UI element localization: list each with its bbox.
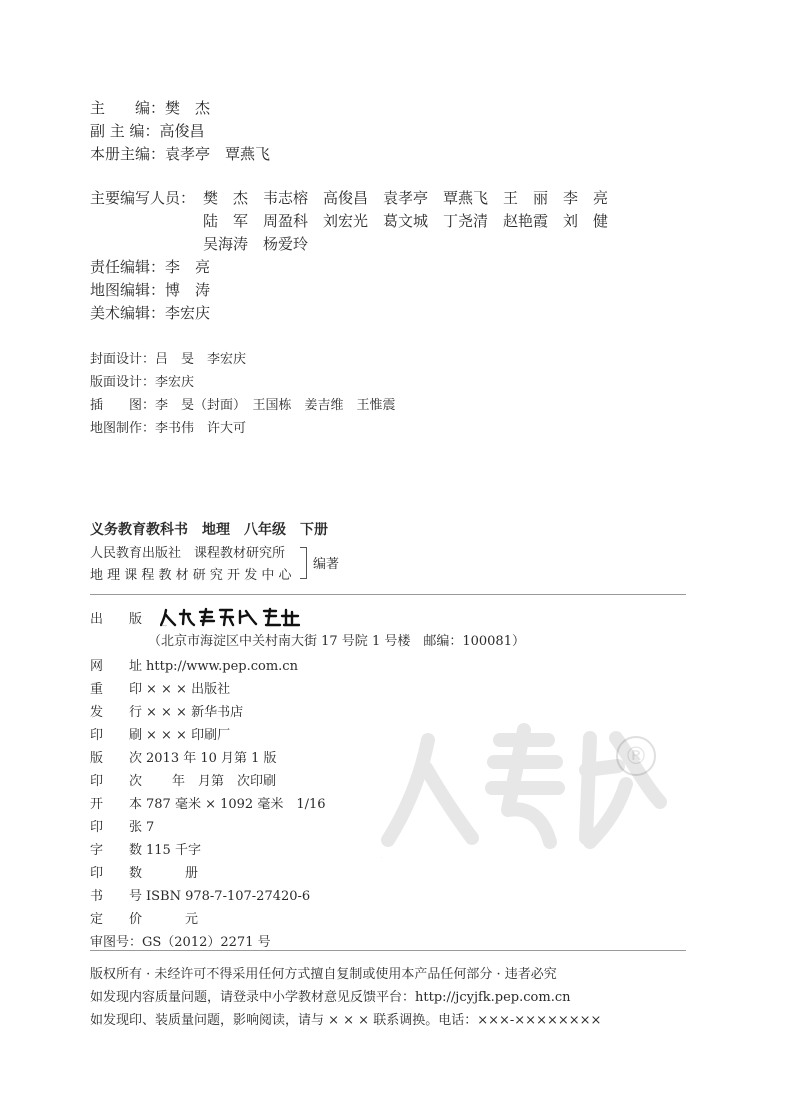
info-row [90, 724, 230, 743]
info-value: 年 月第 次印刷 [146, 774, 277, 789]
staff-label: 责任编辑： [90, 258, 166, 276]
info-value: 115 千字 [146, 843, 201, 858]
divider-bottom [90, 950, 686, 951]
publisher-watermark [380, 710, 670, 860]
writers-line-1: 樊 杰 韦志榕 高俊昌 袁孝亭 覃燕飞 王 丽 李 亮 [203, 189, 609, 207]
info-row [90, 701, 243, 720]
info-row [90, 839, 201, 858]
info-value: 元 [146, 912, 199, 927]
watermark-text: 人教版 [380, 858, 383, 859]
author-org-1: 人民教育出版社 课程教材研究所 [90, 546, 286, 561]
design-value: 李书伟 许大可 [155, 421, 247, 436]
info-label: 印 次 [90, 774, 143, 789]
content-feedback-notice: 如发现内容质量问题，请登录中小学教材意见反馈平台：http://jcyjfk.pep.com.cn [90, 990, 571, 1005]
publisher-logo-text: 人民教育出版社 [160, 626, 167, 627]
info-label: 书 号 [90, 889, 143, 904]
map-making-row [90, 417, 246, 436]
chief-editor-row [90, 97, 210, 118]
map-editor-row [90, 279, 210, 300]
design-label: 插 图： [90, 398, 156, 413]
authorship-label: 编著 [313, 557, 340, 572]
design-label: 封面设计： [90, 352, 156, 367]
info-row [90, 885, 310, 904]
volume-editor-row [90, 143, 270, 164]
staff-value: 李宏庆 [165, 304, 211, 322]
info-value: × × × 新华书店 [146, 705, 244, 720]
chief-editor-label: 主 编： [90, 99, 166, 117]
info-row [90, 816, 154, 835]
staff-value: 李 亮 [165, 258, 211, 276]
responsible-editor-row [90, 256, 210, 277]
print-quality-notice: 如发现印、装质量问题，影响阅读，请与 × × × 联系调换。电话：×××-×××××××× [90, 1013, 602, 1028]
writers-line-2: 陆 军 周盈科 刘宏光 葛文城 丁尧清 赵艳霞 刘 健 [203, 212, 609, 230]
info-label: 开 本 [90, 797, 143, 812]
book-title: 义务教育教科书 地理 八年级 下册 [90, 522, 328, 538]
art-editor-row [90, 302, 210, 323]
info-label: 印 张 [90, 820, 143, 835]
publisher-address: （北京市海淀区中关村南大街 17 号院 1 号楼 邮编：100081） [148, 634, 525, 649]
staff-value: 博 涛 [165, 281, 211, 299]
design-value: 李 旻（封面） 王国栋 姜吉维 王惟震 [155, 398, 396, 413]
info-value: http://www.pep.com.cn [146, 659, 298, 674]
volume-editor-value: 袁孝亭 覃燕飞 [165, 145, 271, 163]
publisher-label: 出 版 [90, 612, 143, 627]
registered-mark-icon: ® [616, 736, 656, 776]
map-approval-number: 审图号：GS（2012）2271 号 [90, 935, 271, 950]
info-value: × × × 印刷厂 [146, 728, 231, 743]
chief-editor-value: 樊 杰 [165, 99, 211, 117]
info-row [90, 793, 326, 812]
writers-line-3: 吴海涛 杨爱玲 [203, 235, 309, 253]
info-label: 版 次 [90, 751, 143, 766]
info-label: 重 印 [90, 682, 143, 697]
info-row [90, 770, 276, 789]
info-label: 网 址 [90, 659, 143, 674]
layout-design-row [90, 371, 194, 390]
writers-label: 主要编写人员： [90, 189, 196, 207]
info-label: 定 价 [90, 912, 143, 927]
info-value: 2013 年 10 月第 1 版 [146, 751, 277, 766]
info-row [90, 747, 277, 766]
staff-label: 美术编辑： [90, 304, 166, 322]
design-value: 吕 旻 李宏庆 [155, 352, 247, 367]
deputy-editor-row [90, 120, 205, 141]
author-org-2: 地 理 课 程 教 材 研 究 开 发 中 心 [90, 568, 292, 583]
design-label: 地图制作： [90, 421, 156, 436]
info-row [90, 655, 298, 674]
authors-bracket [300, 547, 307, 579]
deputy-editor-label: 副 主 编： [90, 122, 160, 140]
info-label: 印 数 [90, 866, 143, 881]
info-value: 册 [146, 866, 199, 881]
divider-top [90, 594, 686, 595]
design-label: 版面设计： [90, 375, 156, 390]
info-label: 印 刷 [90, 728, 143, 743]
publisher-logo-icon [160, 607, 300, 627]
info-value: 787 毫米 × 1092 毫米 1/16 [146, 797, 326, 812]
info-value: ISBN 978-7-107-27420-6 [146, 889, 311, 904]
info-value: × × × 出版社 [146, 682, 231, 697]
design-value: 李宏庆 [155, 375, 195, 390]
volume-editor-label: 本册主编： [90, 145, 166, 163]
copyright-notice: 版权所有 · 未经许可不得采用任何方式擅自复制或使用本产品任何部分 · 违者必究 [90, 967, 557, 982]
info-value: 7 [146, 820, 155, 835]
illustration-row [90, 394, 396, 413]
info-row [90, 678, 230, 697]
staff-label: 地图编辑： [90, 281, 166, 299]
cover-design-row [90, 348, 246, 367]
info-label: 发 行 [90, 705, 143, 720]
info-row [90, 862, 198, 881]
deputy-editor-value: 高俊昌 [159, 122, 205, 140]
info-label: 字 数 [90, 843, 143, 858]
info-row [90, 908, 198, 927]
